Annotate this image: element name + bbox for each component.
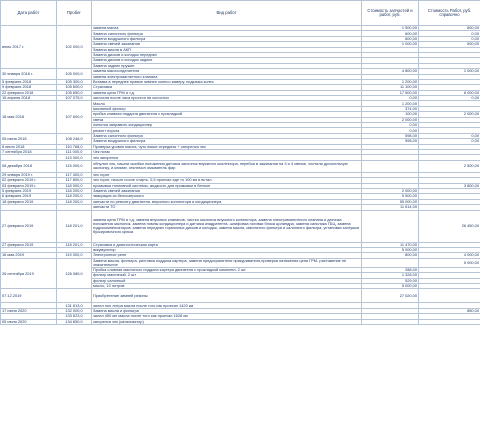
date-cell: 7 сентября 2018 bbox=[1, 149, 57, 154]
date-cell: 05 июня 2018 bbox=[1, 133, 57, 144]
work-cell: эвакуация из белоозерского bbox=[92, 194, 362, 199]
mileage-cell: 105 650,0 bbox=[57, 90, 92, 95]
mileage-cell: 118 201,0 bbox=[57, 242, 92, 247]
cost-cell: 0,00 bbox=[362, 96, 419, 101]
cost-cell: 374,00 bbox=[362, 106, 419, 111]
cost-cell: 598,00 bbox=[362, 133, 419, 138]
mileage-cell: 126 089,0 bbox=[57, 258, 92, 289]
cost-cell: 55 000,00 bbox=[362, 199, 419, 204]
mileage-cell: 133 623,0 bbox=[57, 314, 92, 319]
cost-cell: 5 500,00 bbox=[362, 194, 419, 199]
cost-cell: 288,00 bbox=[362, 267, 419, 272]
work-cell: чек горит bbox=[92, 172, 362, 177]
cost-cell: 598,00 bbox=[362, 139, 419, 144]
cost-cell bbox=[362, 210, 419, 242]
mileage-cell: 134 650,0 bbox=[57, 319, 92, 324]
date-cell: 8 июля 2018 bbox=[1, 144, 57, 149]
work-cell: Замена масла, фильтра, рихтовка поддона картера, замена предохранителя прикуривателя,проверка натяжения цепи ГРМ- растяжение не значительное bbox=[92, 258, 362, 267]
reference-cost-cell: 0,00 bbox=[419, 36, 480, 41]
work-cell: чек горит, пасcат после стирть, 0,5 проехал еде то 100 км и встал bbox=[92, 178, 362, 183]
mileage-cell: 119 000,0 bbox=[57, 253, 92, 258]
log-body bbox=[1, 26, 480, 325]
work-cell: Проверка уровня масла, чуть выше середины + загорелся чек bbox=[92, 144, 362, 149]
reference-cost-cell: 8 000,00 bbox=[419, 90, 480, 95]
date-cell: июнь 2017 г. bbox=[1, 26, 57, 69]
mileage-cell: 113 000,0 bbox=[57, 155, 92, 160]
mileage-cell: 115 000,0 bbox=[57, 160, 92, 172]
work-cell: свеча bbox=[92, 117, 362, 122]
mileage-cell: 108 246,0 bbox=[57, 133, 92, 144]
reference-cost-cell: 26 450,00 bbox=[419, 210, 480, 242]
work-cell: Замена воздушного фильтра bbox=[92, 139, 362, 144]
date-cell: 30 января 2018 г. bbox=[1, 69, 57, 80]
work-cell: замена маслоотделителя bbox=[92, 69, 362, 74]
reference-cost-cell: 5 000,00 bbox=[419, 258, 480, 267]
work-cell: залил 450 мл масла после того как проехал 1628 км bbox=[92, 314, 362, 319]
mileage-cell: 105 300,0 bbox=[57, 79, 92, 84]
work-cell: масло, 10 литров bbox=[92, 284, 362, 289]
work-cell: залил пол литра масла после того как проехал 1420 км bbox=[92, 303, 362, 308]
work-cell: попытка заправить кондиционер bbox=[92, 123, 362, 128]
reference-cost-cell: 4 000,00 bbox=[419, 253, 480, 258]
work-cell: Страховка и диагностическая карта bbox=[92, 242, 362, 247]
reference-cost-cell bbox=[419, 319, 480, 324]
cost-cell: 11 470,00 bbox=[362, 242, 419, 247]
work-cell: Масло bbox=[92, 101, 362, 106]
work-cell: пробка сливная поддона двигателя с прокладкой bbox=[92, 112, 362, 117]
mileage-cell: 118 201,0 bbox=[57, 210, 92, 242]
reference-cost-cell: 1 000,00 bbox=[419, 69, 480, 74]
date-cell: 5 февраля 2018 bbox=[1, 79, 57, 84]
work-cell: ремонт порога bbox=[92, 128, 362, 133]
cost-cell: 529,00 bbox=[362, 278, 419, 283]
cost-cell: 2 000,00 bbox=[362, 117, 419, 122]
work-cell: Вставка в переднее правое зимнее колесо камеру, подкачка колес bbox=[92, 79, 362, 84]
header-cost: Стоимость запчастей и работ, руб. bbox=[362, 1, 419, 26]
work-cell: заглохла после часа простоя на холостых bbox=[92, 96, 362, 101]
work-cell: Замена дисков и колодок задних bbox=[92, 58, 362, 63]
mileage-cell: 118 200,0 bbox=[57, 188, 92, 193]
reference-cost-cell: 850,00 bbox=[419, 308, 480, 313]
mileage-cell: 111 000,0 bbox=[57, 149, 92, 154]
date-cell: 15 апреля 2018 bbox=[1, 96, 57, 101]
reference-cost-cell: 0,00 bbox=[419, 96, 480, 101]
work-cell: фильтр салонный bbox=[92, 278, 362, 283]
mileage-cell: 105 000,0 bbox=[57, 69, 92, 80]
work-cell: Замена салонного фильтра bbox=[92, 31, 362, 36]
date-cell: 22 февраля 2018 bbox=[1, 90, 57, 95]
cost-cell: 17 500,00 bbox=[362, 90, 419, 95]
header-row bbox=[1, 1, 480, 26]
work-cell: запчасти по ремонту двигателя, впускного коллектора и кондиционера bbox=[92, 199, 362, 204]
mileage-cell bbox=[57, 289, 92, 303]
work-cell: аккумулятор bbox=[92, 247, 362, 252]
mileage-cell: 117 400,0 bbox=[57, 172, 92, 177]
cost-cell bbox=[362, 160, 419, 172]
work-cell: замена электромагнитного клапана bbox=[92, 74, 362, 79]
work-cell: Замена задних пружин bbox=[92, 63, 362, 68]
reference-cost-cell: 0,00 bbox=[419, 133, 480, 138]
cost-cell bbox=[362, 258, 419, 267]
cost-cell: 2 000,00 bbox=[362, 188, 419, 193]
table-row bbox=[1, 258, 480, 267]
cost-cell: 1 200,00 bbox=[362, 101, 419, 106]
cost-cell: 600,00 bbox=[362, 31, 419, 36]
date-cell: 27 февраля 2019 bbox=[1, 210, 57, 242]
date-cell: 27 февраля 2019 bbox=[1, 242, 57, 247]
cost-cell: 4 800,00 bbox=[362, 69, 419, 74]
cost-cell: 100,00 bbox=[362, 112, 419, 117]
cost-cell bbox=[362, 319, 419, 324]
cost-cell: 27 020,00 bbox=[362, 289, 419, 303]
cost-cell: 1 200,00 bbox=[362, 79, 419, 84]
date-cell: 16 мая 2019 bbox=[1, 253, 57, 258]
date-cell: 18 февраля 2019 bbox=[1, 199, 57, 204]
date-cell: 9 февраля 2018 bbox=[1, 85, 57, 90]
table-row bbox=[1, 160, 480, 172]
mileage-cell: 132 000,0 bbox=[57, 308, 92, 313]
mileage-cell: 110 768,0 bbox=[57, 144, 92, 149]
work-cell: Замена масла в АКП bbox=[92, 47, 362, 52]
cost-cell: 0,00 bbox=[362, 123, 419, 128]
reference-cost-cell: 0,00 bbox=[419, 31, 480, 36]
work-cell: Замена свечей зажигания bbox=[92, 188, 362, 193]
work-cell: Страховка bbox=[92, 85, 362, 90]
header-work: Вид работ bbox=[92, 1, 362, 26]
cost-cell: 1 000,00 bbox=[362, 42, 419, 47]
header-date: Дата работ bbox=[1, 1, 57, 26]
work-cell: промывка топливной системы, жидкость для промывки в бензин bbox=[92, 183, 362, 188]
work-cell: замена цепи ГРМ и т.д. bbox=[92, 90, 362, 95]
work-cell: Чек погас bbox=[92, 149, 362, 154]
mileage-cell: 131 813,0 bbox=[57, 303, 92, 308]
cost-cell: 1 328,00 bbox=[362, 273, 419, 278]
mileage-cell: 105 600,0 bbox=[57, 85, 92, 90]
table-row bbox=[1, 319, 480, 324]
mileage-cell: 107 600,0 bbox=[57, 101, 92, 133]
work-cell: загорелся чек (катализатор) bbox=[92, 319, 362, 324]
mileage-cell: 107 075,0 bbox=[57, 96, 92, 101]
mileage-cell: 102 000,0 bbox=[57, 26, 92, 69]
reference-cost-cell: 0,00 bbox=[419, 139, 480, 144]
cost-cell: 5 000,00 bbox=[362, 247, 419, 252]
date-cell: 6 февраля 2019 bbox=[1, 194, 57, 199]
work-cell: запчасти ТО bbox=[92, 205, 362, 210]
reference-cost-cell bbox=[419, 289, 480, 303]
work-cell: чек загорелся bbox=[92, 155, 362, 160]
date-cell: 02 февраля 2019 г. bbox=[1, 178, 57, 183]
reference-cost-cell: 2 000,00 bbox=[419, 112, 480, 117]
work-cell: Замена свечей зажигания bbox=[92, 42, 362, 47]
reference-cost-cell: 3 800,00 bbox=[419, 183, 480, 188]
work-cell: замена цепи ГРМ и т.д, замена впускных клапанов, чистка заслонок впускного коллектора, замена электромагнитного клапана и датчика положения заслонок, замена помпы кондиционера и датчика кнадратента, шлифовка головки блока цилиндра, замена сальника ГБЦ, замена гидрокомпенсаторов, замена передних тормозных дисков и колодок, замена масла, масляного фильтра и салонного фильтра, установка заглушки буксировочного крюка bbox=[92, 210, 362, 242]
mileage-cell: 118 200,0 bbox=[57, 199, 92, 204]
cost-cell: 0,00 bbox=[362, 128, 419, 133]
date-cell: 5 февраля 2019 bbox=[1, 188, 57, 193]
table-row bbox=[1, 210, 480, 242]
work-cell: замена масла bbox=[92, 26, 362, 31]
reference-cost-cell: 2 500,00 bbox=[419, 160, 480, 172]
cost-cell: 5 000,00 bbox=[362, 284, 419, 289]
work-cell: Замена салонного фильтра bbox=[92, 133, 362, 138]
work-cell: фильтр масляный, 2 шт bbox=[92, 273, 362, 278]
work-cell: Замена масла и фильтра bbox=[92, 308, 362, 313]
work-cell: масляный фильтр bbox=[92, 106, 362, 111]
cost-cell: 11 100,00 bbox=[362, 85, 419, 90]
header-mileage: Пробег bbox=[57, 1, 92, 26]
date-cell: 29 января 2019 г. bbox=[1, 172, 57, 177]
table-row bbox=[1, 289, 480, 303]
work-cell: Замена воздушного фильтра bbox=[92, 36, 362, 41]
work-cell: Пробка сливная масляного поддона картера двигателя с прокладкой комплект, 2 шт. bbox=[92, 267, 362, 272]
cost-cell: 600,00 bbox=[362, 36, 419, 41]
date-cell: 18 мая 2018 bbox=[1, 101, 57, 133]
cost-cell: 11 614,00 bbox=[362, 205, 419, 210]
work-cell: Замена дисков и колодок передних bbox=[92, 52, 362, 57]
reference-cost-cell: 500,00 bbox=[419, 42, 480, 47]
date-cell: 26 сентября 2019 bbox=[1, 258, 57, 289]
reference-cost-cell: 800,00 bbox=[419, 26, 480, 31]
date-cell: 05 июля 2020 bbox=[1, 319, 57, 324]
date-cell: 08 декабря 2018 bbox=[1, 160, 57, 172]
mileage-cell: 117 800,0 bbox=[57, 178, 92, 183]
cost-cell: 1 500,00 bbox=[362, 26, 419, 31]
date-cell: 03 февраля 2019 г. bbox=[1, 183, 57, 188]
mileage-cell: 118 000,0 bbox=[57, 183, 92, 188]
header-reference-cost: Стоимость Работ, руб. справочно bbox=[419, 1, 480, 26]
cost-cell: 800,00 bbox=[362, 253, 419, 258]
work-cell: обнулил чек, нашли ошибки положения датчика заслонок впускного коллектора, перебои в зажигании на 3 и 4 свечке, чистили дроссельную заслонку, и климат, отключил омыватель фар bbox=[92, 160, 362, 172]
work-cell: Приобретение зимней резины bbox=[92, 289, 362, 303]
work-cell: Электронное реле bbox=[92, 253, 362, 258]
mileage-cell: 118 200,0 bbox=[57, 194, 92, 199]
date-cell: 17 июня 2020 bbox=[1, 308, 57, 313]
date-cell: 07.12.2019 bbox=[1, 289, 57, 303]
